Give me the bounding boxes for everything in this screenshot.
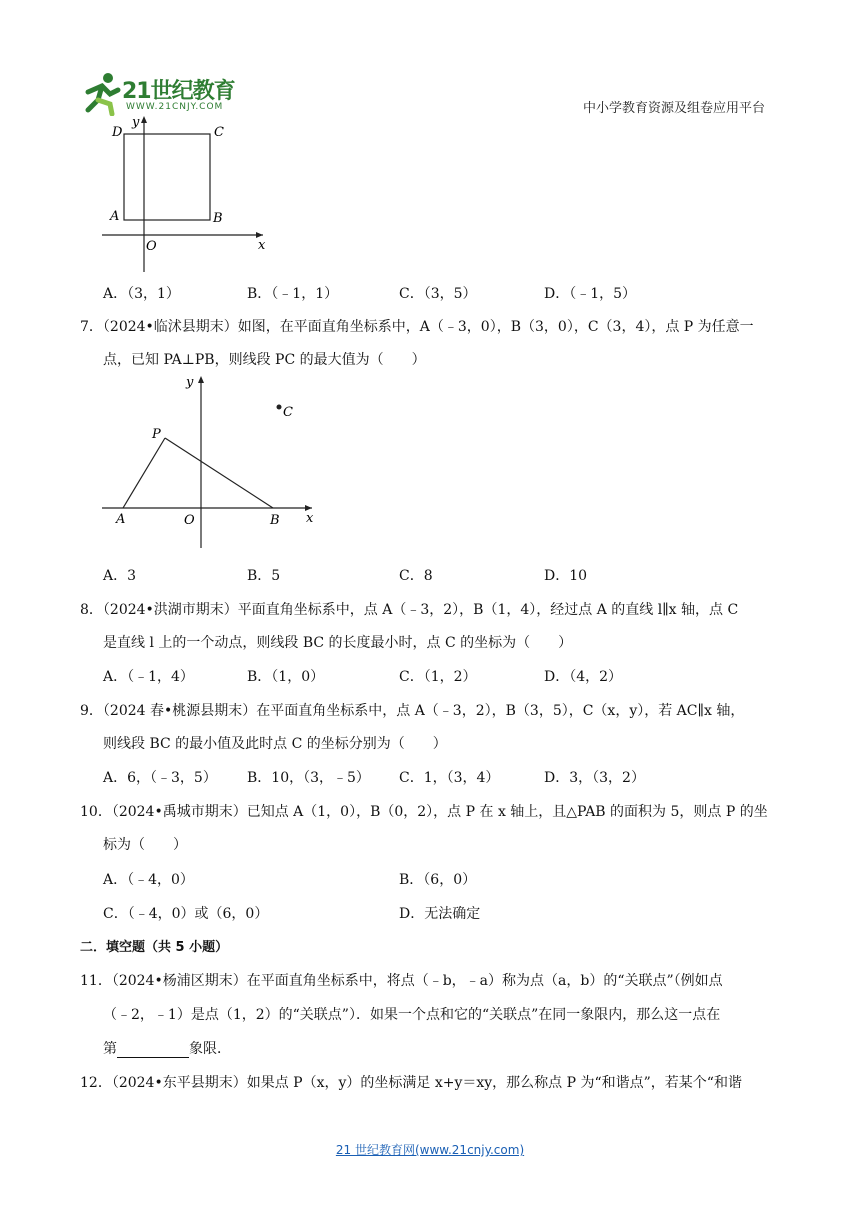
footer-link[interactable]: 21 世纪教育网(www.21cnjy.com) (335, 1143, 525, 1157)
q10-stem-line2: 标为（ ） (103, 837, 187, 853)
figure-square (98, 112, 278, 277)
q12-stem-line1: 12．（2024•东平县期末）如果点 P（x，y）的坐标满足 x+y＝xy，那么称点 P 为“和谐点”，若某个“和谐 (80, 1075, 742, 1091)
q10-option-b: B．（6，0） (399, 872, 477, 888)
q7-stem-line1: 7．（2024•临沭县期末）如图，在平面直角坐标系中，A（﹣3，0），B（3，0），C（3，4），点 P 为任意一 (80, 319, 754, 335)
q11-stem-line3 (103, 1038, 231, 1058)
label-C: C (283, 405, 293, 420)
q6-option-c: C．（3，5） (399, 286, 477, 302)
label-P: P (152, 427, 161, 442)
label-A: A (116, 512, 126, 527)
label-D: D (112, 125, 123, 140)
q11-answer-blank[interactable] (117, 1043, 189, 1058)
label-x: x (258, 238, 266, 253)
label-y: y (132, 115, 140, 130)
q9-stem-line2: 则线段 BC 的最小值及此时点 C 的坐标分别为（ ） (103, 736, 447, 752)
label-B: B (213, 211, 223, 226)
q8-stem-line2: 是直线 l 上的一个动点，则线段 BC 的长度最小时，点 C 的坐标为（ ） (103, 635, 573, 651)
label-C: C (214, 125, 224, 140)
q10-option-d: D．无法确定 (399, 906, 481, 922)
q7-stem-line2: 点，已知 PA⊥PB，则线段 PC 的最大值为（ ） (103, 352, 426, 368)
q9-option-c: C．1，（3，4） (399, 770, 500, 786)
label-x: x (306, 511, 314, 526)
logo (80, 70, 250, 118)
q8-option-d: D．（4，2） (544, 669, 623, 685)
header-platform-text: 中小学教育资源及组卷应用平台 (583, 101, 766, 116)
q9-option-a: A．6，（﹣3，5） (103, 770, 217, 786)
q11-stem-line2: （﹣2，﹣1）是点（1，2）的“关联点”）．如果一个点和它的“关联点”在同一象限内，那么这一点在 (103, 1007, 721, 1023)
q6-option-a: A．（3，1） (103, 286, 180, 302)
label-y: y (186, 375, 194, 390)
q10-stem-line1: 10．（2024•禹城市期末）已知点 A（1，0），B（0，2），点 P 在 x 轴上，且△PAB 的面积为 5，则点 P 的坐 (80, 804, 768, 820)
q9-option-b: B．10，（3，﹣5） (247, 770, 370, 786)
q9-stem-line1: 9．（2024 春•桃源县期末）在平面直角坐标系中，点 A（﹣3，2），B（3，5），C（x，y），若 AC∥x 轴， (80, 703, 745, 719)
label-O: O (146, 239, 157, 254)
q9-option-d: D．3，（3，2） (544, 770, 645, 786)
section-fill-in-heading: 二．填空题（共 5 小题） (80, 940, 229, 955)
q8-option-a: A．（﹣1，4） (103, 669, 194, 685)
label-B: B (270, 513, 280, 528)
runner-icon (80, 70, 124, 116)
q11-prefix: 第 (103, 1041, 117, 1057)
q7-option-d: D．10 (544, 568, 588, 584)
q11-stem-line1: 11．（2024•杨浦区期末）在平面直角坐标系中，将点（﹣b，﹣a）称为点（a，b）的“关联点”（例如点 (80, 973, 723, 989)
q10-option-a: A．（﹣4，0） (103, 872, 194, 888)
logo-text: 21世纪教育 (122, 79, 235, 104)
q8-stem-line1: 8．（2024•洪湖市期末）平面直角坐标系中，点 A（﹣3，2），B（1，4），经过点 A 的直线 l∥x 轴，点 C (80, 602, 739, 618)
label-A: A (110, 209, 120, 224)
q6-option-b: B．（﹣1，1） (247, 286, 339, 302)
q8-option-c: C．（1，2） (399, 669, 477, 685)
label-O: O (184, 513, 195, 528)
q10-option-c: C．（﹣4，0）或（6，0） (103, 906, 269, 922)
figure-triangle (98, 372, 324, 552)
q7-option-a: A．3 (103, 568, 137, 584)
q6-option-d: D．（﹣1，5） (544, 286, 637, 302)
logo-url: WWW.21CNJY.COM (126, 102, 224, 112)
q7-option-b: B．5 (247, 568, 281, 584)
q11-suffix: 象限． (189, 1041, 231, 1057)
q7-option-c: C．8 (399, 568, 433, 584)
q8-option-b: B．（1，0） (247, 669, 325, 685)
